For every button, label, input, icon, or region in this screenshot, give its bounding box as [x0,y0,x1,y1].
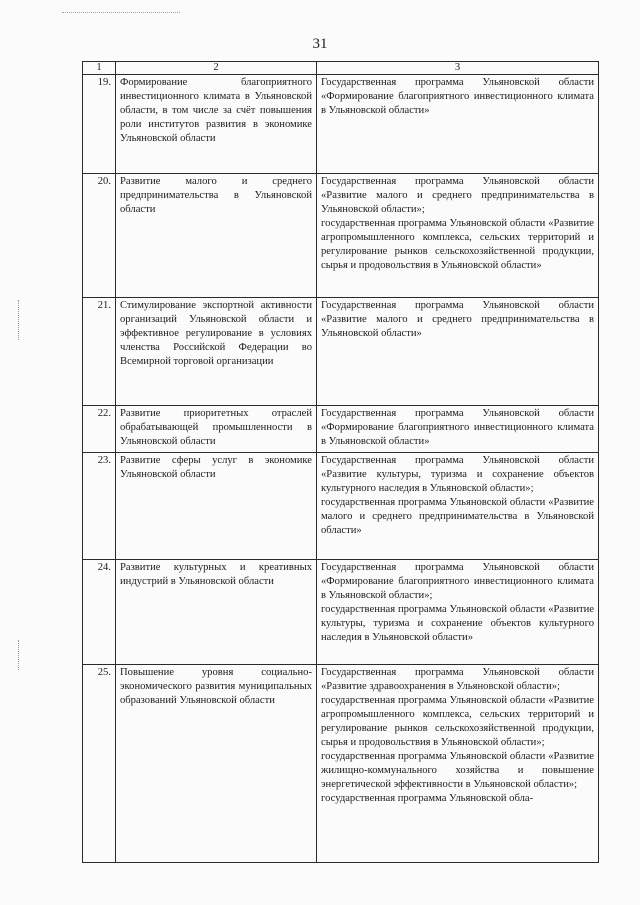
direction-name: Развитие малого и среднего предпринимательства в Ульяновской области [116,174,317,298]
program-item: государственная программа Ульяновской области «Развитие агропромышленного комплекса, сельских территорий и регулирование рынков сельскохозяйственной продукции, сырья и продовольствия в Ульяновской области»; [321,695,594,748]
program-item: государственная программа Ульяновской области «Развитие агропромышленного комплекса, сельских территорий и регулирование рынков сельскохозяйственной продукции, сырья и продовольствия в Ульяновской области» [321,218,594,271]
row-number: 19. [83,75,116,174]
program-list [317,453,599,560]
program-item: Государственная программа Ульяновской области «Развитие культуры, туризма и сохранение объектов культурного наследия в Ульяновской области»; [321,455,594,494]
table-row [83,298,599,406]
programs-table [82,61,599,863]
program-item: Государственная программа Ульяновской области «Развитие малого и среднего предпринимательства в Ульяновской области» [321,300,594,339]
page-number: 31 [312,36,328,52]
direction-name: Развитие приоритетных отраслей обрабатывающей промышленности в Ульяновской области [116,406,317,453]
table-row [83,75,599,174]
table-row [83,174,599,298]
scan-artifact-left-lower [18,640,21,670]
row-number: 23. [83,453,116,560]
program-item: государственная программа Ульяновской обла- [321,793,534,804]
header-col-2: 2 [116,62,317,75]
program-item: Государственная программа Ульяновской области «Развитие малого и среднего предпринимательства в Ульяновской области»; [321,176,594,215]
scan-artifact-left [18,300,21,340]
row-number: 21. [83,298,116,406]
row-number: 25. [83,665,116,863]
table-row [83,665,599,863]
program-item: Государственная программа Ульяновской области «Формирование благоприятного инвестиционного климата в Ульяновской области»; [321,562,594,601]
direction-name: Повышение уровня социально-экономического развития муниципальных образований Ульяновской области [116,665,317,863]
header-col-1: 1 [83,62,116,75]
program-item: государственная программа Ульяновской области «Развитие культуры, туризма и сохранение объектов культурного наследия в Ульяновской области» [321,604,594,643]
program-list [317,75,599,174]
direction-name: Стимулирование экспортной активности организаций Ульяновской области и эффективное регулирование в условиях членства Российской Федерации во Всемирной торговой организации [116,298,317,406]
program-list [317,298,599,406]
header-col-3: 3 [317,62,599,75]
table-row [83,406,599,453]
table-row [83,560,599,665]
row-number: 24. [83,560,116,665]
direction-name: Развитие сферы услуг в экономике Ульяновской области [116,453,317,560]
row-number: 20. [83,174,116,298]
program-list [317,665,599,863]
direction-name: Развитие культурных и креативных индустрий в Ульяновской области [116,560,317,665]
table-row [83,453,599,560]
table-header-row [83,62,599,75]
program-item: государственная программа Ульяновской области «Развитие малого и среднего предпринимательства в Ульяновской области» [321,497,594,536]
row-number: 22. [83,406,116,453]
program-list [317,406,599,453]
program-list [317,560,599,665]
program-list [317,174,599,298]
program-item: Государственная программа Ульяновской области «Формирование благоприятного инвестиционного климата в Ульяновской области» [321,408,594,447]
program-item: Государственная программа Ульяновской области «Развитие здравоохранения в Ульяновской области»; [321,667,594,692]
program-item: Государственная программа Ульяновской области «Формирование благоприятного инвестиционного климата в Ульяновской области» [321,77,594,116]
scan-artifact-top [62,12,180,13]
direction-name: Формирование благоприятного инвестиционного климата в Ульяновской области, в том числе за счёт повышения роли институтов развития в экономике Ульяновской области [116,75,317,174]
program-item: государственная программа Ульяновской области «Развитие жилищно-коммунального хозяйства и повышение энергетической эффективности в Ульяновской области»; [321,751,594,790]
